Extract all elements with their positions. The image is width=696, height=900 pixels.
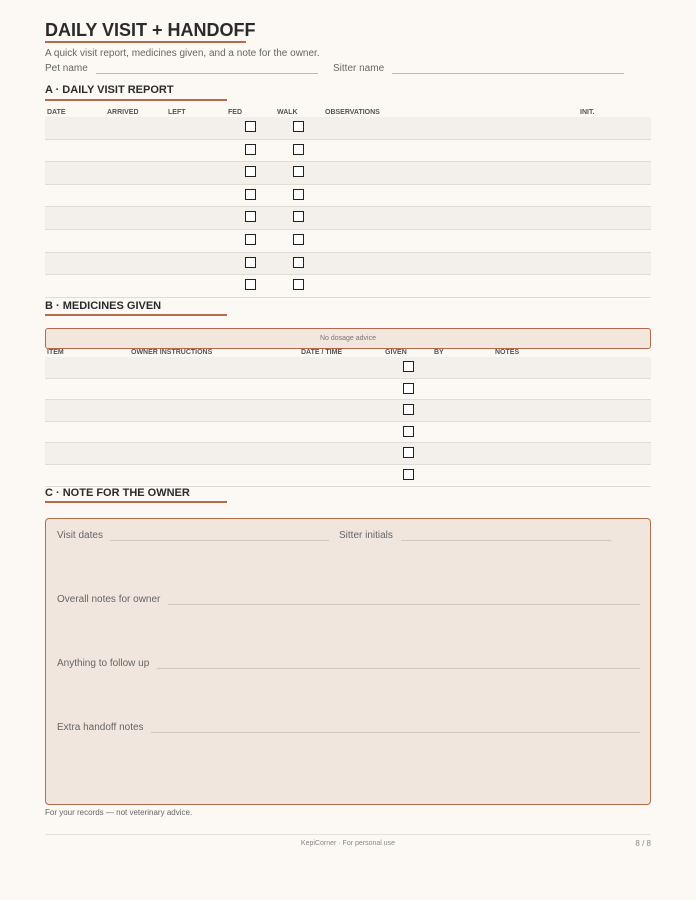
medicine-row	[45, 443, 651, 465]
col-date-time: DATE / TIME	[301, 349, 343, 356]
walk-checkbox[interactable]	[293, 189, 304, 200]
fed-checkbox[interactable]	[245, 279, 256, 290]
visit-dates-label: Visit dates	[57, 530, 103, 541]
col-initials: INIT.	[580, 109, 595, 116]
medicine-row	[45, 422, 651, 444]
visit-row	[45, 162, 651, 185]
pet-sitter-row	[45, 63, 651, 75]
col-notes: NOTES	[495, 349, 520, 356]
form-page	[45, 0, 651, 900]
records-disclaimer: For your records — not veterinary advice.	[45, 808, 193, 817]
sitter-initials-label: Sitter initials	[339, 530, 393, 541]
visit-row	[45, 253, 651, 276]
walk-checkbox[interactable]	[293, 234, 304, 245]
extra-notes-label: Extra handoff notes	[57, 722, 144, 733]
visit-dates-field[interactable]	[110, 540, 329, 541]
pet-name-field[interactable]	[96, 73, 318, 74]
walk-checkbox[interactable]	[293, 211, 304, 222]
col-walk: WALK	[277, 109, 298, 116]
section-a-heading: A · DAILY VISIT REPORT	[45, 84, 174, 96]
overall-notes-label: Overall notes for owner	[57, 594, 161, 605]
pet-name-label: Pet name	[45, 63, 88, 74]
col-date: DATE	[47, 109, 66, 116]
visit-row	[45, 140, 651, 163]
col-fed: FED	[228, 109, 242, 116]
fed-checkbox[interactable]	[245, 144, 256, 155]
given-checkbox[interactable]	[403, 361, 414, 372]
given-checkbox[interactable]	[403, 426, 414, 437]
walk-checkbox[interactable]	[293, 257, 304, 268]
footer-brand: KepiCorner · For personal use	[300, 840, 396, 847]
walk-checkbox[interactable]	[293, 279, 304, 290]
page-title: DAILY VISIT + HANDOFF	[45, 20, 256, 40]
medicine-row	[45, 400, 651, 422]
title-underline	[45, 41, 246, 43]
section-c-underline	[45, 501, 227, 503]
visit-row	[45, 117, 651, 140]
visit-row	[45, 185, 651, 208]
given-checkbox[interactable]	[403, 469, 414, 480]
medicine-row	[45, 379, 651, 401]
section-b-underline	[45, 314, 227, 316]
fed-checkbox[interactable]	[245, 166, 256, 177]
given-checkbox[interactable]	[403, 404, 414, 415]
given-checkbox[interactable]	[403, 383, 414, 394]
fed-checkbox[interactable]	[245, 189, 256, 200]
section-a-underline	[45, 99, 227, 101]
walk-checkbox[interactable]	[293, 121, 304, 132]
fed-checkbox[interactable]	[245, 257, 256, 268]
col-owner-instructions: OWNER INSTRUCTIONS	[131, 349, 213, 356]
col-left: LEFT	[168, 109, 186, 116]
visit-row	[45, 275, 651, 298]
footer-divider	[45, 834, 651, 835]
fed-checkbox[interactable]	[245, 234, 256, 245]
visit-row	[45, 207, 651, 230]
walk-checkbox[interactable]	[293, 144, 304, 155]
col-item: ITEM	[47, 349, 64, 356]
col-given: GIVEN	[385, 349, 407, 356]
section-b-heading: B · MEDICINES GIVEN	[45, 300, 162, 312]
given-checkbox[interactable]	[403, 447, 414, 458]
walk-checkbox[interactable]	[293, 166, 304, 177]
col-arrived: ARRIVED	[107, 109, 139, 116]
follow-up-field[interactable]	[157, 668, 640, 669]
col-by: BY	[434, 349, 444, 356]
sitter-name-field[interactable]	[392, 73, 624, 74]
medicine-row	[45, 465, 651, 487]
fed-checkbox[interactable]	[245, 121, 256, 132]
owner-note-box	[45, 518, 651, 805]
overall-notes-field[interactable]	[168, 604, 640, 605]
medicine-row	[45, 357, 651, 379]
page-number: 8 / 8	[635, 839, 651, 848]
page-subtitle: A quick visit report, medicines given, and a note for the owner.	[45, 48, 320, 59]
extra-notes-field[interactable]	[151, 732, 640, 733]
no-dosage-advice-banner: No dosage advice	[45, 328, 651, 349]
col-observations: OBSERVATIONS	[325, 109, 380, 116]
section-c-heading: C · NOTE FOR THE OWNER	[45, 487, 190, 499]
follow-up-label: Anything to follow up	[57, 658, 150, 669]
sitter-initials-field[interactable]	[401, 540, 611, 541]
sitter-name-label: Sitter name	[333, 63, 385, 74]
fed-checkbox[interactable]	[245, 211, 256, 222]
visit-row	[45, 230, 651, 253]
